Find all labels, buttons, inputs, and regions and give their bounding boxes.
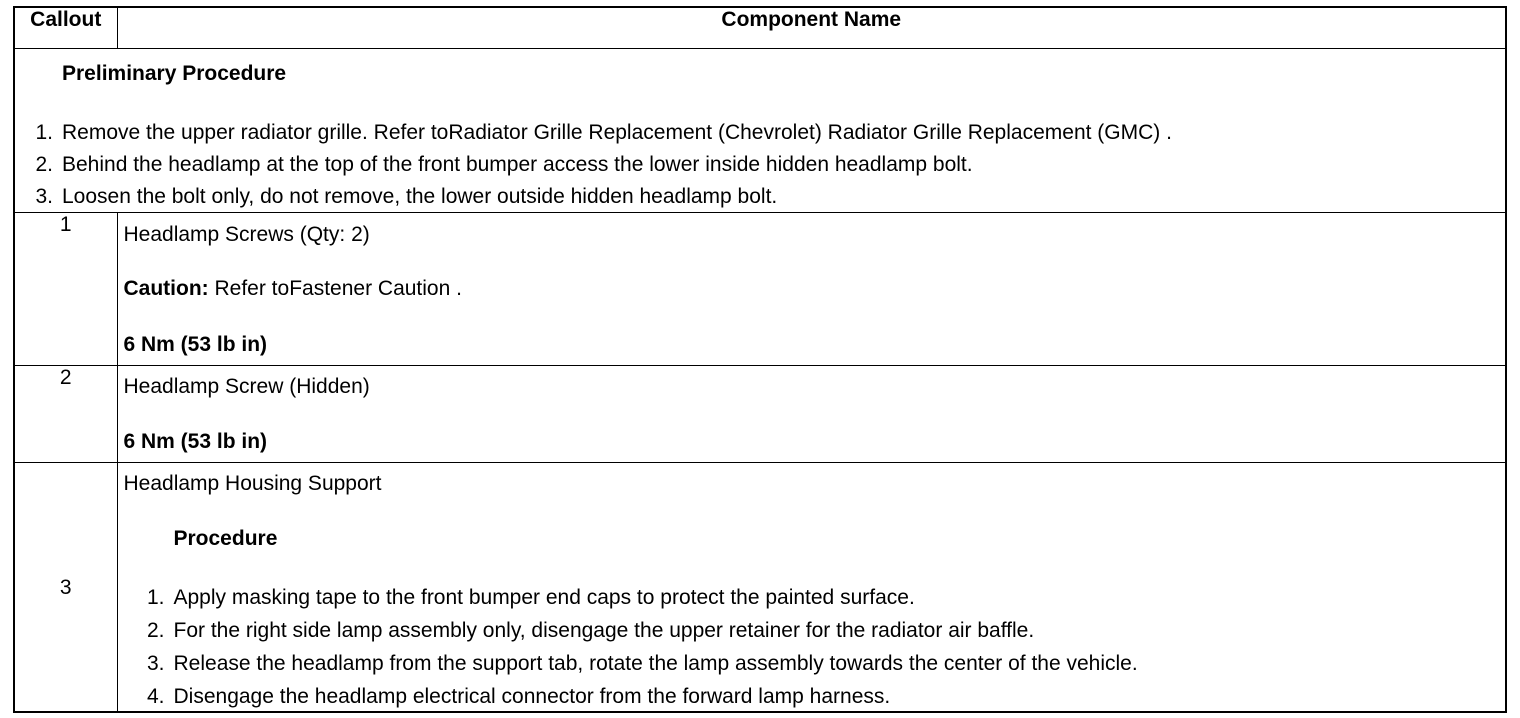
- torque-spec: 6 Nm (53 lb in): [123, 333, 268, 356]
- header-component-name: Component Name: [117, 7, 1506, 49]
- component-name: Headlamp Housing Support: [123, 472, 382, 495]
- callout-number: 3: [59, 576, 72, 599]
- procedure-step: 3. Release the headlamp from the support tab, rotate the lamp assembly towards the center of the vehicle.: [146, 652, 1138, 675]
- preliminary-steps: [15, 117, 1172, 213]
- procedure-step: 4. Disengage the headlamp electrical connector from the forward lamp harness.: [146, 685, 891, 708]
- header-callout: Callout: [14, 7, 117, 49]
- callout-cell: [14, 463, 117, 713]
- table-row: [14, 366, 1506, 463]
- procedure-step: 2. For the right side lamp assembly only, disengage the upper retainer for the radiator air baffle.: [146, 619, 1035, 642]
- preliminary-step: 3. Loosen the bolt only, do not remove, the lower outside hidden headlamp bolt.: [35, 185, 778, 208]
- component-name: Headlamp Screws (Qty: 2): [123, 223, 370, 246]
- caution-note: Caution: Refer toFastener Caution .: [123, 277, 462, 300]
- procedure-step: 1. Apply masking tape to the front bumper end caps to protect the painted surface.: [146, 586, 915, 609]
- torque-spec: 6 Nm (53 lb in): [123, 430, 268, 453]
- preliminary-step: 1. Remove the upper radiator grille. Refer toRadiator Grille Replacement (Chevrolet) Radiator Grille Replacement (GMC) .: [35, 121, 1172, 144]
- procedure-steps: [127, 581, 1138, 713]
- callout-number: 2: [14, 366, 117, 463]
- preliminary-title: Preliminary Procedure: [62, 62, 287, 85]
- component-cell: [117, 463, 1506, 713]
- component-table: [13, 6, 1507, 713]
- table-row: [14, 213, 1506, 366]
- preliminary-step: 2. Behind the headlamp at the top of the front bumper access the lower inside hidden headlamp bolt.: [35, 153, 973, 176]
- table-row: [14, 463, 1506, 713]
- procedure-title: Procedure: [173, 527, 278, 550]
- preliminary-procedure: [14, 49, 1506, 213]
- component-cell: [117, 366, 1506, 463]
- callout-number: 1: [14, 213, 117, 366]
- component-cell: [117, 213, 1506, 366]
- component-name: Headlamp Screw (Hidden): [123, 375, 370, 398]
